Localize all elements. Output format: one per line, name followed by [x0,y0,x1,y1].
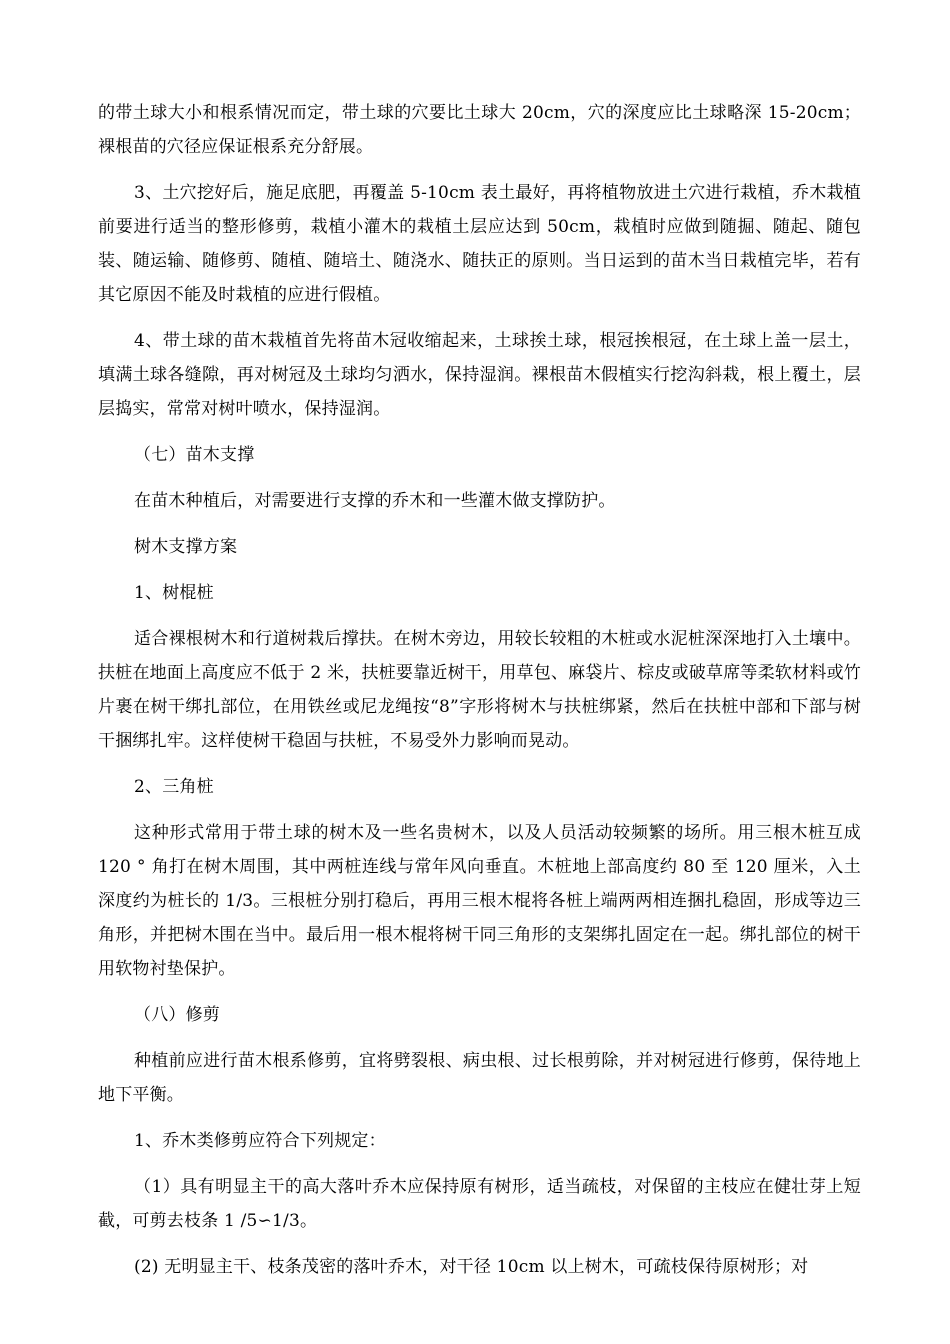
section-heading-seedling-support: （七）苗木支撑 [134,445,255,465]
paragraph-pruning-intro: 种植前应进行苗木根系修剪，宜将劈裂根、病虫根、过长根剪除，并对树冠进行修剪，保待地上地下平衡。 [98,1051,861,1105]
paragraph-stake-support: 适合裸根树木和行道树栽后撑扶。在树木旁边，用较长较粗的木桩或水泥桩深深地打入土壤中。扶桩在地面上高度应不低于 2 米，扶桩要靠近树干，用草包、麻袋片、棕皮或破草席等柔软材料或竹片裹在树干绑扎部位，在用铁丝或尼龙绳按“8”字形将树木与扶桩绑紧，然后在扶桩中部和下部与树干捆绑扎牢。这样使树干稳固与扶桩，不易受外力影响而晃动。 [98,629,861,751]
paragraph-soil-hole-size: 的带土球大小和根系情况而定，带土球的穴要比土球大 20cm，穴的深度应比土球略深 15-20cm；裸根苗的穴径应保证根系充分舒展。 [98,103,861,157]
paragraph-pruning-rule-1: （1）具有明显主干的高大落叶乔木应保持原有树形，适当疏枝，对保留的主枝应在健壮芽上短截，可剪去枝条 1 /5∽1/3。 [98,1177,861,1231]
subheading-stake-support: 1、树棍桩 [134,583,214,603]
subheading-tree-pruning-rules: 1、乔木类修剪应符合下列规定： [134,1131,386,1151]
section-heading-pruning: （八）修剪 [134,1005,220,1025]
subheading-tripod-support: 2、三角桩 [134,777,214,797]
paragraph-planting-step-4: 4、带土球的苗木栽植首先将苗木冠收缩起来，土球挨土球，根冠挨根冠，在土球上盖一层土，填满土球各缝隙，再对树冠及土球均匀洒水，保持湿润。裸根苗木假植实行挖沟斜栽，根上覆土，层层捣实，常常对树叶喷水，保持湿润。 [98,331,861,419]
paragraph-support-intro: 在苗木种植后，对需要进行支撑的乔木和一些灌木做支撑防护。 [134,491,616,511]
paragraph-planting-step-3: 3、土穴挖好后，施足底肥，再覆盖 5-10cm 表土最好，再将植物放进土穴进行栽植，乔木栽植前要进行适当的整形修剪，栽植小灌木的栽植土层应达到 50cm，栽植时应做到随掘、随起、随包装、随运输、随修剪、随植、随培土、随浇水、随扶正的原则。当日运到的苗木当日栽植完毕，若有其它原因不能及时栽植的应进行假植。 [98,183,861,305]
subheading-support-plan: 树木支撑方案 [134,537,238,557]
paragraph-tripod-support: 这种形式常用于带土球的树木及一些名贵树木，以及人员活动较频繁的场所。用三根木桩互成 120 ° 角打在树木周围，其中两桩连线与常年风向垂直。木桩地上部高度约 80 至 120 厘米，入土深度约为桩长的 1/3。三根桩分别打稳后，再用三根木棍将各桩上端两两相连捆扎稳固，形成等边三角形，并把树木围在当中。最后用一根木棍将树干同三角形的支架绑扎固定在一起。绑扎部位的树干用软物衬垫保护。 [98,823,861,979]
document-page [98,96,861,1284]
paragraph-pruning-rule-2: (2) 无明显主干、枝条茂密的落叶乔木，对干径 10cm 以上树木，可疏枝保待原树形；对 [134,1257,809,1277]
